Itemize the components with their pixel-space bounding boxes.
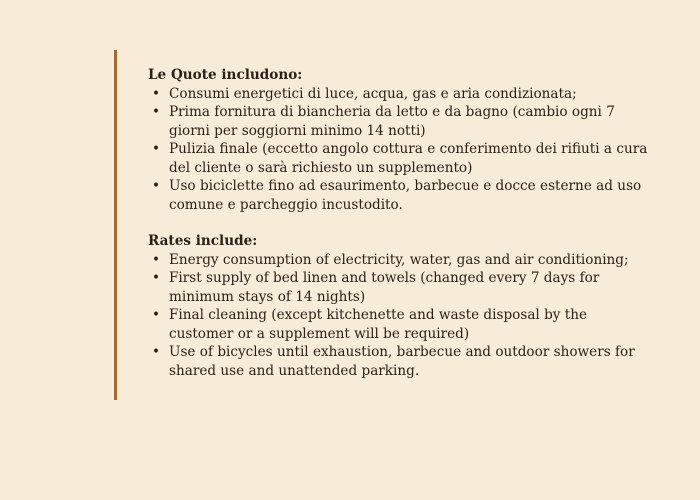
list-item-text: Consumi energetici di luce, acqua, gas e aria condizionata; — [169, 85, 577, 102]
list-item-text: Uso biciclette fino ad esaurimento, barbecue e docce esterne ad uso comune e parcheggio incustodito. — [169, 178, 642, 213]
list-item — [148, 251, 648, 270]
list-item-text: Pulizia finale (eccetto angolo cottura e conferimento dei rifiuti a cura del cliente o sarà richiesto un supplemento) — [169, 141, 648, 176]
rates-content — [148, 66, 648, 380]
bullet-icon: • — [152, 178, 161, 194]
list-item — [148, 343, 648, 380]
list-item — [148, 103, 648, 140]
accent-bar — [114, 50, 117, 400]
bullet-icon: • — [152, 85, 161, 102]
bullet-list-english — [148, 251, 648, 381]
bullet-list-italian — [148, 85, 648, 215]
bullet-icon: • — [152, 307, 161, 323]
list-item-text: First supply of bed linen and towels (changed every 7 days for minimum stays of 14 nights) — [169, 270, 600, 305]
section-italian — [148, 66, 648, 214]
list-item — [148, 85, 648, 104]
list-item-text: Energy consumption of electricity, water, gas and air conditioning; — [169, 251, 629, 268]
list-item-text: Final cleaning (except kitchenette and waste disposal by the customer or a supplement will be required) — [169, 307, 588, 342]
list-item — [148, 177, 648, 214]
list-item — [148, 140, 648, 177]
list-item-text: Use of bicycles until exhaustion, barbecue and outdoor showers for shared use and unattended parking. — [169, 344, 635, 379]
list-item — [148, 306, 648, 343]
bullet-icon: • — [152, 141, 161, 157]
bullet-icon: • — [152, 251, 161, 268]
bullet-icon: • — [152, 270, 161, 286]
bullet-icon: • — [152, 344, 161, 360]
list-item-text: Prima fornitura di biancheria da letto e da bagno (cambio ogni 7 giorni per soggiorni minimo 14 notti) — [169, 104, 615, 139]
list-item — [148, 269, 648, 306]
section-english — [148, 232, 648, 380]
section-title-italian: Le Quote includono: — [148, 67, 303, 83]
section-title-english: Rates include: — [148, 233, 258, 249]
bullet-icon: • — [152, 104, 161, 120]
